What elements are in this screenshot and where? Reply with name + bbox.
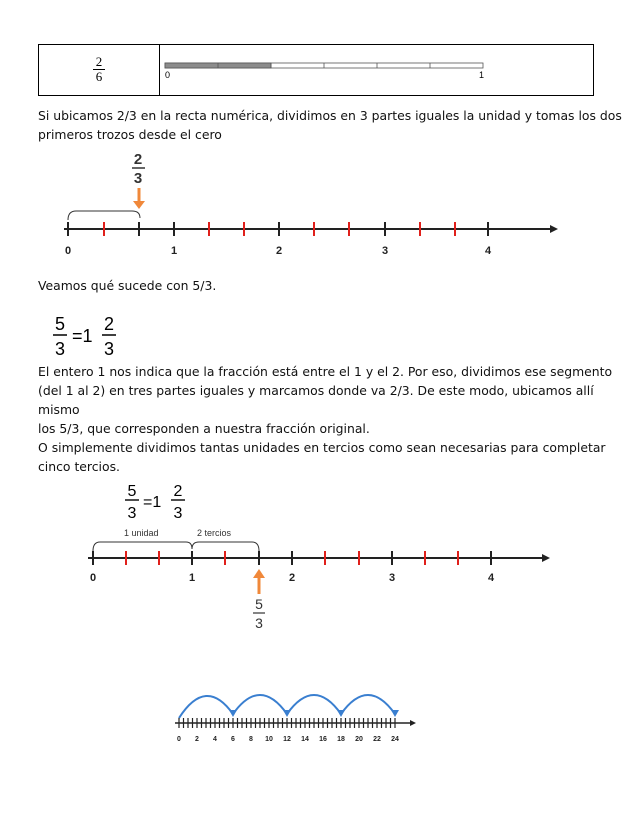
bar-label-0: 0 bbox=[165, 70, 171, 80]
jump-arc bbox=[179, 696, 233, 718]
paragraph-2: Veamos qué sucede con 5/3. bbox=[38, 278, 217, 293]
number-line-two-thirds bbox=[50, 148, 570, 266]
brace-label-unidad: 1 unidad bbox=[124, 528, 159, 538]
axis-label-4: 4 bbox=[484, 245, 492, 257]
mixed-denominator: 3 bbox=[54, 339, 66, 359]
paragraph-line: primeros trozos desde el cero bbox=[38, 127, 222, 142]
marker-numerator: 2 bbox=[133, 151, 143, 168]
mixed-frac-denominator: 3 bbox=[103, 339, 115, 359]
fraction-cell bbox=[39, 45, 160, 96]
jump-label: 16 bbox=[319, 736, 327, 743]
brace-two-thirds bbox=[68, 211, 140, 220]
jump-arc bbox=[287, 695, 341, 714]
bar-cell bbox=[160, 45, 594, 96]
jump-label: 18 bbox=[337, 736, 345, 743]
orange-arrow-head bbox=[133, 201, 145, 209]
jump-arrowhead bbox=[229, 710, 237, 717]
jump-label: 6 bbox=[231, 736, 235, 743]
jump-arc bbox=[341, 695, 395, 714]
orange-arrow-head bbox=[253, 569, 265, 578]
jump-label: 20 bbox=[355, 736, 363, 743]
mixed-equals-whole: =1 bbox=[72, 326, 93, 346]
eq-frac-numerator: 2 bbox=[173, 483, 183, 500]
mixed-number-equation bbox=[50, 310, 130, 360]
paragraph-line: (del 1 al 2) en tres partes iguales y marcamos donde va 2/3. De este modo, ubicamos allí mismo bbox=[38, 383, 594, 417]
jump-label: 22 bbox=[373, 736, 381, 743]
brace-two-thirds bbox=[192, 542, 259, 551]
axis-label-3: 3 bbox=[388, 572, 396, 584]
marker-numerator: 5 bbox=[255, 596, 263, 612]
jump-arc bbox=[233, 695, 287, 714]
eq-frac-denominator: 3 bbox=[173, 505, 183, 522]
jump-arrowhead bbox=[337, 710, 345, 717]
paragraph-3 bbox=[38, 362, 638, 476]
paragraph-line: cinco tercios. bbox=[38, 459, 120, 474]
paragraph-line: los 5/3, que corresponden a nuestra fracción original. bbox=[38, 421, 370, 436]
axis-label-0: 0 bbox=[64, 245, 72, 257]
fraction-bar bbox=[160, 45, 593, 95]
jump-label: 2 bbox=[195, 736, 199, 743]
axis-arrowhead bbox=[542, 554, 550, 562]
eq-denominator: 3 bbox=[127, 505, 137, 522]
axis-arrowhead bbox=[550, 225, 558, 233]
number-line-jumps bbox=[170, 680, 420, 750]
jump-label: 8 bbox=[249, 736, 253, 743]
brace-one-unit bbox=[93, 542, 192, 551]
brace-label-tercios: 2 tercios bbox=[197, 528, 232, 538]
axis-label-2: 2 bbox=[288, 572, 296, 584]
fraction-table bbox=[38, 44, 594, 96]
paragraph-line: El entero 1 nos indica que la fracción está entre el 1 y el 2. Por eso, dividimos ese segmento bbox=[38, 364, 613, 379]
axis-label-4: 4 bbox=[487, 572, 495, 584]
paragraph-1 bbox=[38, 106, 622, 144]
number-line-five-thirds bbox=[80, 478, 560, 658]
mixed-numerator: 5 bbox=[54, 314, 66, 334]
mixed-frac-numerator: 2 bbox=[103, 314, 115, 334]
paragraph-line: O simplemente dividimos tantas unidades en tercios como sean necesarias para completar bbox=[38, 440, 606, 455]
paragraph-line: Si ubicamos 2/3 en la recta numérica, dividimos en 3 partes iguales la unidad y tomas los dos bbox=[38, 108, 622, 123]
marker-denominator: 3 bbox=[133, 170, 143, 187]
axis-label-1: 1 bbox=[188, 572, 196, 584]
eq-numerator: 5 bbox=[127, 483, 137, 500]
axis-label-2: 2 bbox=[275, 245, 283, 257]
fraction-2-6 bbox=[93, 55, 106, 84]
jump-label: 24 bbox=[391, 736, 399, 743]
fraction-denominator: 6 bbox=[95, 69, 103, 84]
jump-arrowhead bbox=[283, 710, 291, 717]
bar-label-1: 1 bbox=[479, 70, 485, 80]
jump-label: 10 bbox=[265, 736, 273, 743]
axis-label-3: 3 bbox=[381, 245, 389, 257]
jump-label: 0 bbox=[177, 736, 181, 743]
axis-label-1: 1 bbox=[170, 245, 178, 257]
jump-label: 4 bbox=[213, 736, 217, 743]
fraction-numerator: 2 bbox=[93, 55, 106, 70]
jump-label: 14 bbox=[301, 736, 309, 743]
jump-label: 12 bbox=[283, 736, 291, 743]
axis-label-0: 0 bbox=[89, 572, 97, 584]
marker-denominator: 3 bbox=[255, 615, 263, 631]
eq-equals-whole: =1 bbox=[143, 494, 162, 511]
jump-arrowhead bbox=[391, 710, 399, 717]
axis-arrowhead bbox=[410, 720, 416, 726]
